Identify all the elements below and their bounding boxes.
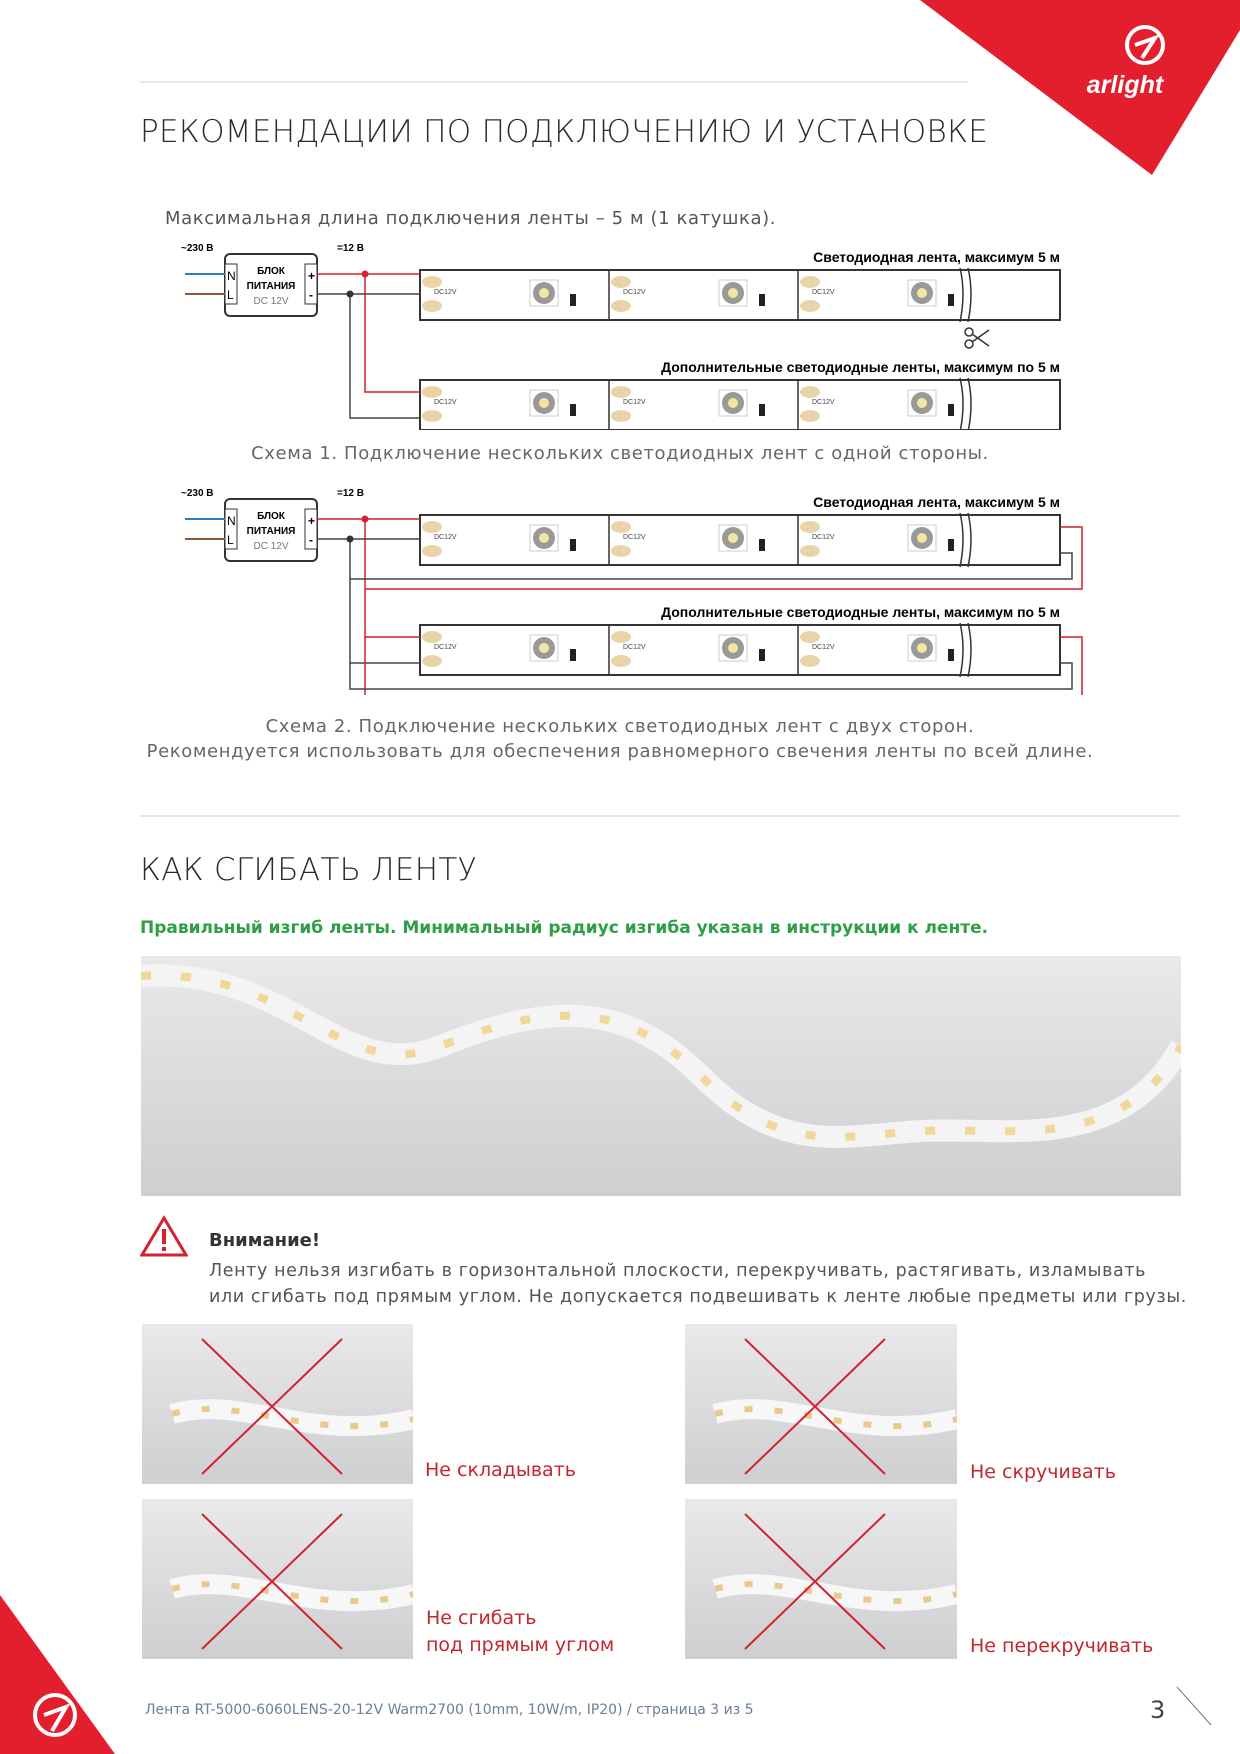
solder-pad bbox=[611, 410, 631, 422]
diagram-2-caption-note: Рекомендуется использовать для обеспечения равномерного свечения ленты по всей длине. bbox=[146, 741, 1094, 762]
solder-pad bbox=[611, 300, 631, 312]
cross-icon bbox=[685, 1324, 957, 1484]
divider bbox=[140, 81, 968, 83]
correct-bend-photo bbox=[141, 956, 1181, 1196]
led-chip bbox=[728, 288, 738, 298]
section-title: КАК СГИБАТЬ ЛЕНТУ bbox=[140, 852, 477, 888]
positive-wire bbox=[317, 519, 420, 637]
resistor bbox=[570, 649, 576, 661]
resistor bbox=[759, 294, 765, 306]
resistor bbox=[570, 404, 576, 416]
led-chip bbox=[917, 533, 927, 543]
solder-pad bbox=[800, 386, 820, 398]
solder-pad bbox=[611, 655, 631, 667]
max-length-note: Максимальная длина подключения ленты – 5 м (1 катушка). bbox=[165, 208, 777, 229]
warning-text: Ленту нельзя изгибать в горизонтальной плоскости, перекручивать, растягивать, изламывать bbox=[209, 1261, 1147, 1281]
strip-label: DC12V bbox=[434, 534, 457, 541]
warning-title: Внимание! bbox=[209, 1230, 321, 1251]
dc-label: =12 В bbox=[337, 243, 364, 254]
junction bbox=[347, 291, 354, 298]
solder-pad bbox=[800, 276, 820, 288]
junction bbox=[362, 516, 369, 523]
led-chip bbox=[728, 533, 738, 543]
junction bbox=[347, 536, 354, 543]
main-strip-label: Светодиодная лента, максимум 5 м bbox=[813, 494, 1060, 510]
strip-label: DC12V bbox=[623, 399, 646, 406]
l-terminal: L bbox=[227, 533, 234, 547]
resistor bbox=[759, 649, 765, 661]
plus-terminal: + bbox=[308, 514, 316, 528]
resistor bbox=[948, 294, 954, 306]
strip-label: DC12V bbox=[434, 644, 457, 651]
solder-pad bbox=[800, 655, 820, 667]
resistor bbox=[948, 649, 954, 661]
l-terminal: L bbox=[227, 288, 234, 302]
psu-label: БЛОК bbox=[257, 511, 285, 522]
correct-bend-note: Правильный изгиб ленты. Минимальный радиус изгиба указан в инструкции к ленте. bbox=[140, 918, 989, 938]
minus-terminal: - bbox=[309, 533, 313, 547]
strip-label: DC12V bbox=[812, 644, 835, 651]
extra-strips-label: Дополнительные светодиодные ленты, максимум по 5 м bbox=[661, 359, 1060, 375]
divider bbox=[140, 815, 1180, 817]
dont-overtwist-label: Не перекручивать bbox=[970, 1635, 1154, 1657]
solder-pad bbox=[800, 545, 820, 557]
solder-pad bbox=[422, 386, 442, 398]
dont-right-angle-label: под прямым углом bbox=[426, 1634, 615, 1656]
led-chip bbox=[539, 288, 549, 298]
solder-pad bbox=[800, 300, 820, 312]
minus-terminal: - bbox=[309, 288, 313, 302]
dont-right-angle-label: Не сгибать bbox=[426, 1607, 537, 1629]
positive-wire bbox=[317, 274, 420, 392]
section-title: РЕКОМЕНДАЦИИ ПО ПОДКЛЮЧЕНИЮ И УСТАНОВКЕ bbox=[140, 114, 989, 150]
solder-pad bbox=[611, 386, 631, 398]
solder-pad bbox=[422, 655, 442, 667]
diagram-2-caption: Схема 2. Подключение нескольких светодиодных лент с двух сторон. bbox=[265, 716, 975, 737]
strip-label: DC12V bbox=[623, 534, 646, 541]
psu-label: DC 12V bbox=[253, 296, 289, 307]
resistor bbox=[759, 404, 765, 416]
wiring-diagram-1 bbox=[160, 240, 1090, 430]
solder-pad bbox=[611, 521, 631, 533]
cross-icon bbox=[685, 1499, 957, 1659]
led-chip bbox=[539, 398, 549, 408]
wiring-diagram-2 bbox=[160, 485, 1090, 695]
strip-label: DC12V bbox=[812, 289, 835, 296]
solder-pad bbox=[611, 276, 631, 288]
n-terminal: N bbox=[227, 269, 236, 283]
brand-corner-bottom bbox=[0, 1595, 120, 1754]
plus-terminal: + bbox=[308, 269, 316, 283]
led-chip bbox=[917, 643, 927, 653]
solder-pad bbox=[422, 545, 442, 557]
solder-pad bbox=[611, 631, 631, 643]
cross-icon bbox=[142, 1324, 413, 1484]
led-chip bbox=[728, 398, 738, 408]
negative-wire bbox=[317, 294, 420, 418]
resistor bbox=[948, 539, 954, 551]
scissors-icon bbox=[965, 328, 989, 348]
ac-label: ~230 В bbox=[181, 488, 214, 499]
led-chip bbox=[917, 288, 927, 298]
main-strip-label: Светодиодная лента, максимум 5 м bbox=[813, 249, 1060, 265]
resistor bbox=[759, 539, 765, 551]
dont-twist-label: Не скручивать bbox=[970, 1461, 1116, 1483]
led-chip bbox=[728, 643, 738, 653]
strip-label: DC12V bbox=[812, 534, 835, 541]
resistor bbox=[570, 539, 576, 551]
strip-label: DC12V bbox=[434, 399, 457, 406]
solder-pad bbox=[422, 521, 442, 533]
led-chip bbox=[917, 398, 927, 408]
solder-pad bbox=[422, 410, 442, 422]
footer-text: Лента RT-5000-6060LENS-20-12V Warm2700 (10mm, 10W/m, IP20) / страница 3 из 5 bbox=[145, 1702, 754, 1718]
led-chip bbox=[539, 643, 549, 653]
psu-label: БЛОК bbox=[257, 266, 285, 277]
ac-label: ~230 В bbox=[181, 243, 214, 254]
dont-overtwist-photo bbox=[685, 1499, 957, 1659]
dc-label: =12 В bbox=[337, 488, 364, 499]
strip-label: DC12V bbox=[623, 289, 646, 296]
extra-strips-label: Дополнительные светодиодные ленты, максимум по 5 м bbox=[661, 604, 1060, 620]
solder-pad bbox=[800, 521, 820, 533]
warning-icon bbox=[140, 1215, 188, 1257]
solder-pad bbox=[422, 300, 442, 312]
svg-text:arlight: arlight bbox=[1086, 71, 1164, 99]
led-chip bbox=[539, 533, 549, 543]
cross-icon bbox=[142, 1499, 413, 1659]
n-terminal: N bbox=[227, 514, 236, 528]
solder-pad bbox=[800, 631, 820, 643]
strip-label: DC12V bbox=[623, 644, 646, 651]
psu-label: DC 12V bbox=[253, 541, 289, 552]
strip-label: DC12V bbox=[812, 399, 835, 406]
resistor bbox=[570, 294, 576, 306]
solder-pad bbox=[422, 276, 442, 288]
strip-label: DC12V bbox=[434, 289, 457, 296]
resistor bbox=[948, 404, 954, 416]
psu-label: ПИТАНИЯ bbox=[246, 281, 296, 292]
junction bbox=[362, 271, 369, 278]
dont-right-angle-photo bbox=[142, 1499, 413, 1659]
warning-text: или сгибать под прямым углом. Не допускается подвешивать к ленте любые предметы или грузы. bbox=[209, 1287, 1187, 1307]
solder-pad bbox=[611, 545, 631, 557]
dont-fold-photo bbox=[142, 1324, 413, 1484]
page-number: 3 bbox=[1150, 1696, 1166, 1724]
psu-label: ПИТАНИЯ bbox=[246, 526, 296, 537]
solder-pad bbox=[422, 631, 442, 643]
solder-pad bbox=[800, 410, 820, 422]
dont-twist-photo bbox=[685, 1324, 957, 1484]
footer-slash bbox=[1175, 1685, 1215, 1730]
negative-wire bbox=[317, 539, 420, 663]
diagram-1-caption: Схема 1. Подключение нескольких светодиодных лент с одной стороны. bbox=[251, 443, 989, 464]
dont-fold-label: Не складывать bbox=[425, 1459, 576, 1481]
